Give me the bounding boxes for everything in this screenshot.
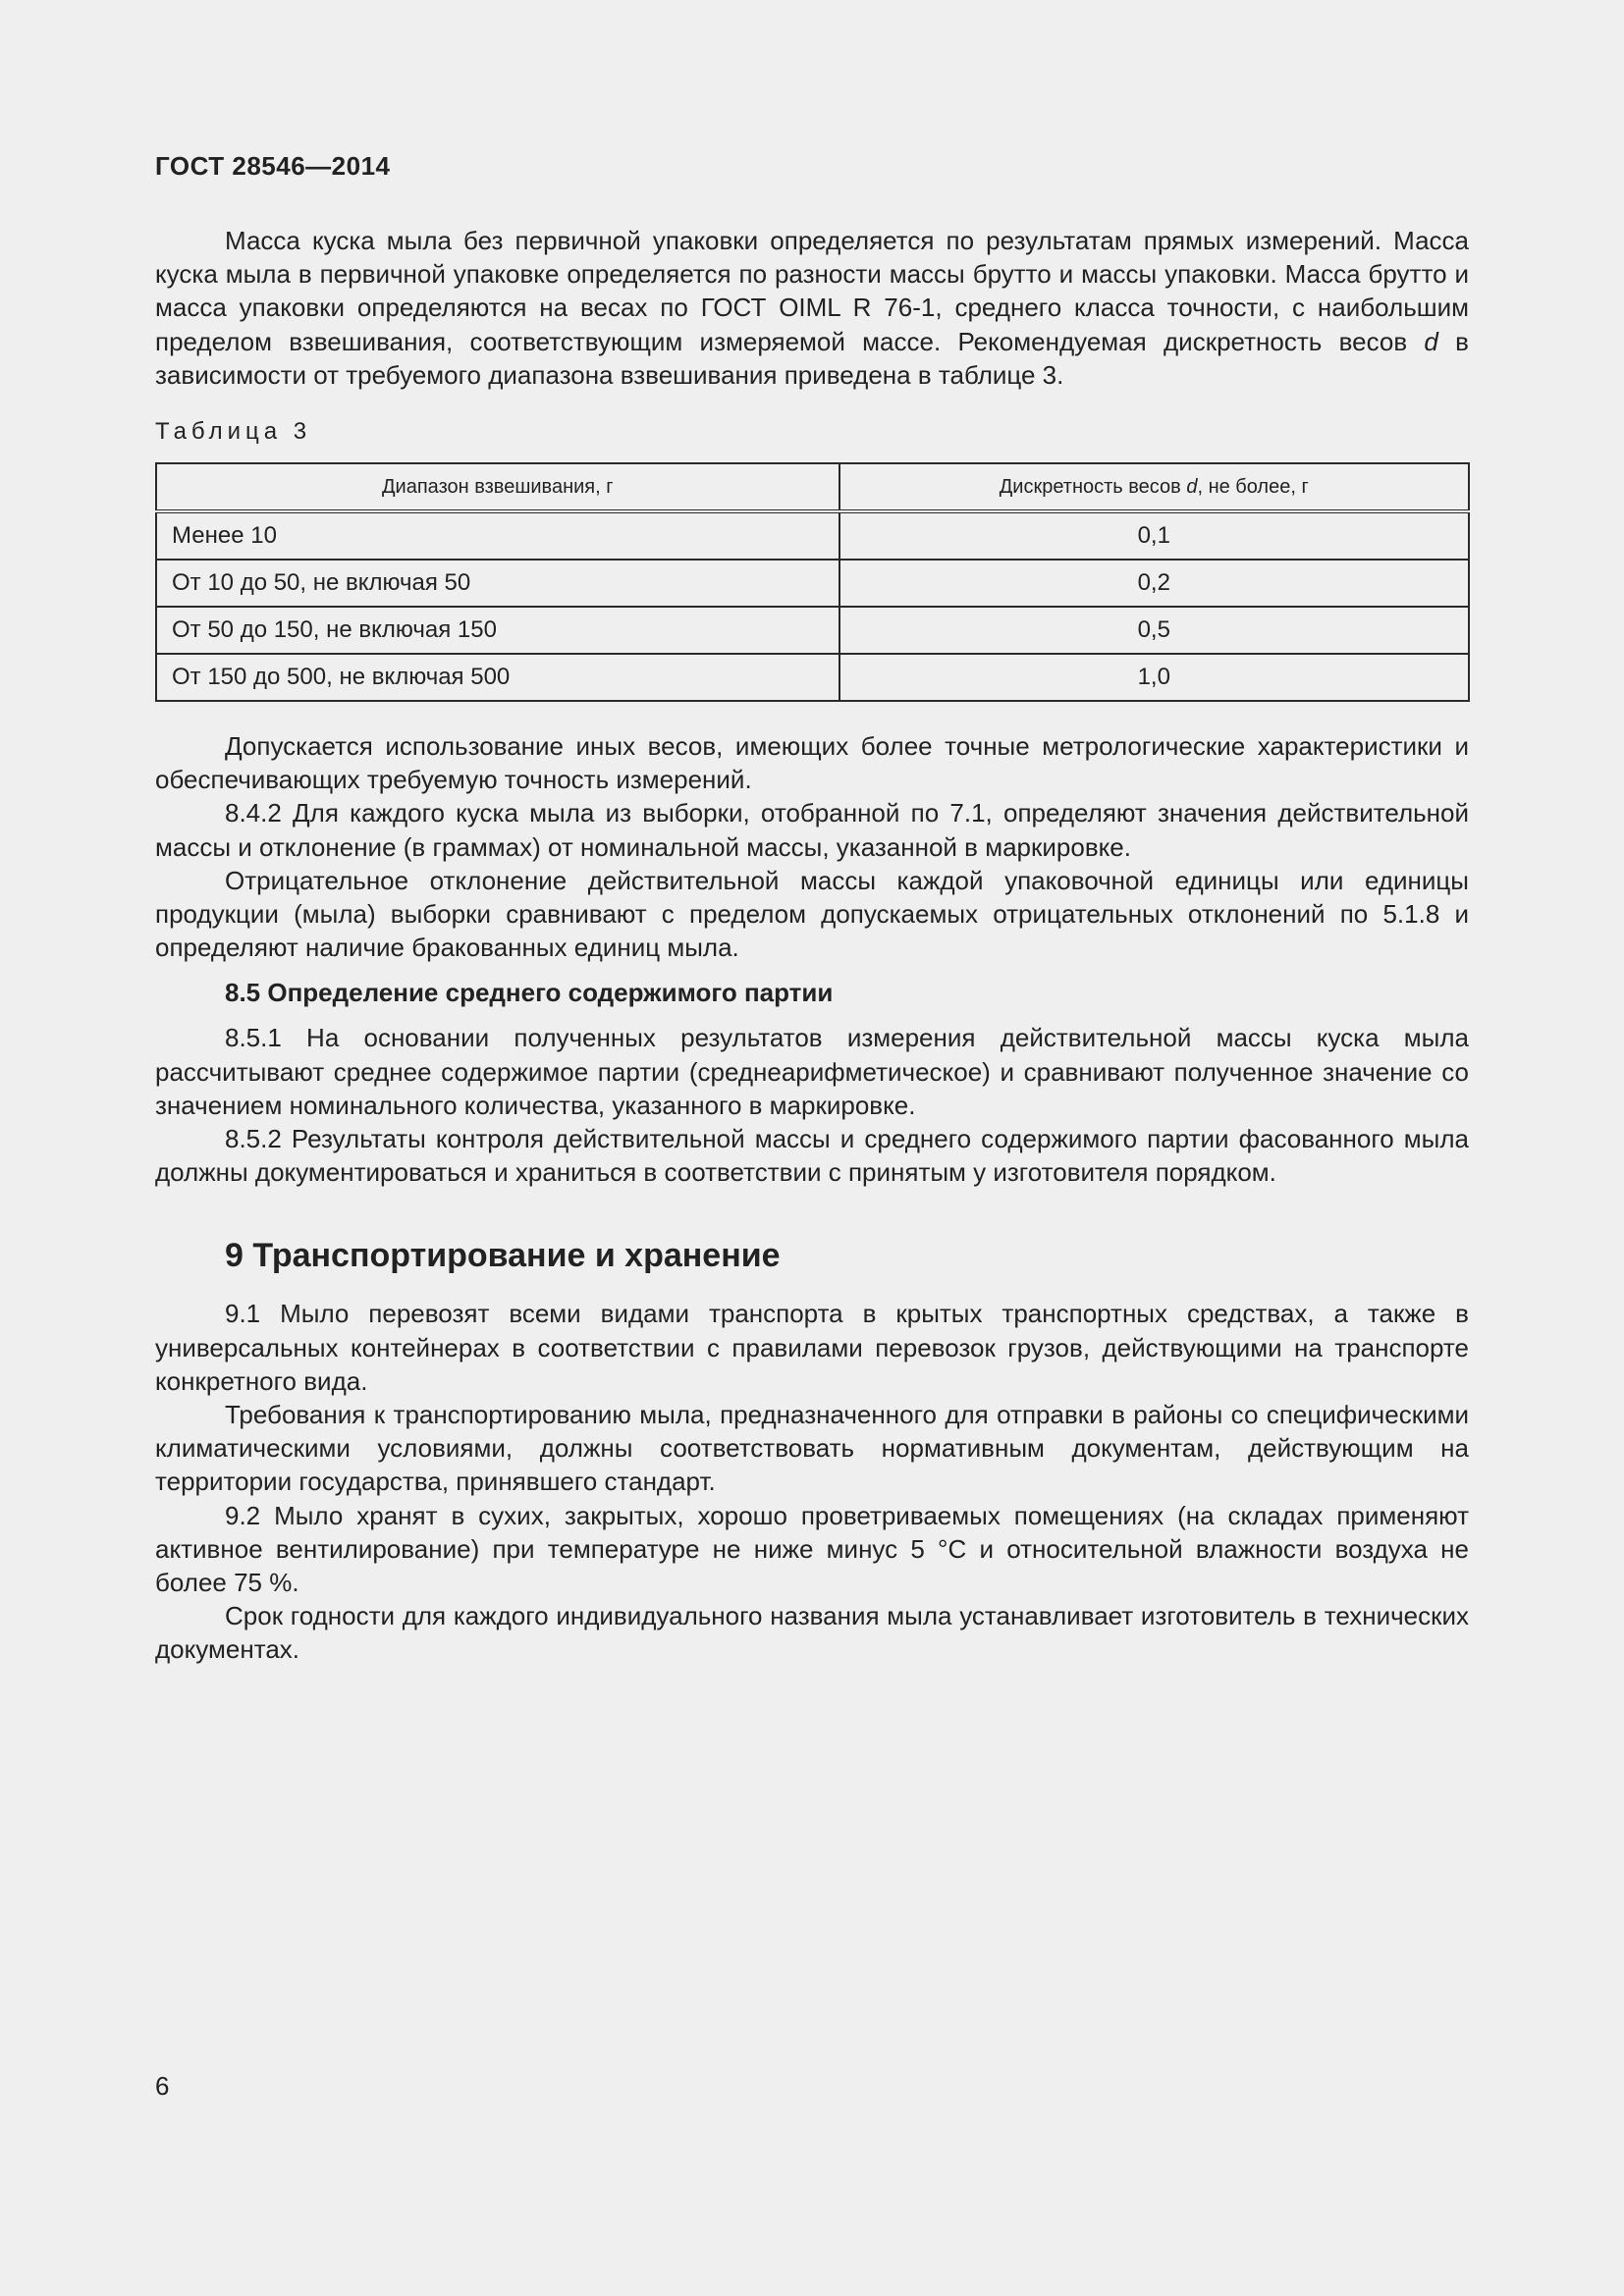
section-title-9: 9 Транспортирование и хранение	[225, 1237, 781, 1275]
table-row	[156, 560, 1469, 607]
paragraph-8-5-2: 8.5.2 Результаты контроля действительной массы и среднего содержимого партии фасованного мыла должны документироваться и храниться в соответствии с принятым у изготовителя порядком.	[155, 1124, 1469, 1188]
cell-range: Менее 10	[156, 511, 839, 560]
table-caption: Таблица 3	[155, 418, 312, 446]
cell-value: 1,0	[839, 654, 1469, 701]
table-row	[156, 511, 1469, 560]
scale-discreteness-table	[155, 462, 1470, 702]
cell-value: 0,1	[839, 511, 1469, 560]
paragraph-8-5-1: 8.5.1 На основании полученных результатов измерения действительной массы куска мыла рассчитывают среднее содержимое партии (среднеарифметическое) и сравнивают полученное значение со значением номинального количества, указанного в маркировке.	[155, 1023, 1469, 1120]
table-row	[156, 607, 1469, 654]
paragraph-other-scales: Допускается использование иных весов, имеющих более точные метрологические характеристики и обеспечивающих требуемую точность измерений.	[155, 731, 1469, 795]
paragraph-9-1: 9.1 Мыло перевозят всеми видами транспорта в крытых транспортных средствах, а также в универсальных контейнерах в соответствии с правилами перевозок грузов, действующими на транспорте конкретного вида.	[155, 1299, 1469, 1396]
cell-range: От 150 до 500, не включая 500	[156, 654, 839, 701]
cell-value: 0,5	[839, 607, 1469, 654]
col-header-discreteness: Дискретность весов d, не более, г	[839, 463, 1469, 511]
cell-value: 0,2	[839, 560, 1469, 607]
paragraph-negative-deviation: Отрицательное отклонение действительной массы каждой упаковочной единицы или единицы продукции (мыла) выборки сравнивают с пределом допускаемых отрицательных отклонений по 5.1.8 и определяют наличие бракованных единиц мыла.	[155, 865, 1469, 963]
table-header-row	[156, 463, 1469, 511]
cell-range: От 50 до 150, не включая 150	[156, 607, 839, 654]
subsection-title-8-5: 8.5 Определение среднего содержимого партии	[225, 978, 834, 1008]
paragraph-mass-measurement: Масса куска мыла без первичной упаковки определяется по результатам прямых измерений. Масса куска мыла в первичной упаковке определяется по разности массы брутто и массы упаковки. Масса брутто и масса упаковки определяются на весах по ГОСТ OIML R 76-1, среднего класса точности, с наибольшим пределом взвешивания, соответствующим измеряемой массе. Рекомендуемая дискретность весов d в зависимости от требуемого диапазона взвешивания приведена в таблице 3.	[155, 226, 1469, 390]
paragraph-shelf-life: Срок годности для каждого индивидуального названия мыла устанавливает изготовитель в технических документах.	[155, 1601, 1469, 1665]
paragraph-transport-requirements: Требования к транспортированию мыла, предназначенного для отправки в районы со специфическими климатическими условиями, должны соответствовать нормативным документам, действующим на территории государства, принявшего стандарт.	[155, 1400, 1469, 1497]
document-header: ГОСТ 28546—2014	[155, 151, 391, 181]
paragraph-9-2: 9.2 Мыло хранят в сухих, закрытых, хорошо проветриваемых помещениях (на складах применяют активное вентилирование) при температуре не ниже минус 5 °С и относительной влажности воздуха не более 75 %.	[155, 1500, 1469, 1598]
page-content	[155, 224, 1469, 1667]
page-number: 6	[155, 2071, 170, 2101]
col-header-range: Диапазон взвешивания, г	[156, 463, 839, 511]
table-row	[156, 654, 1469, 701]
paragraph-8-4-2: 8.4.2 Для каждого куска мыла из выборки, отобранной по 7.1, определяют значения действительной массы и отклонение (в граммах) от номинальной массы, указанной в маркировке.	[155, 798, 1469, 862]
cell-range: От 10 до 50, не включая 50	[156, 560, 839, 607]
